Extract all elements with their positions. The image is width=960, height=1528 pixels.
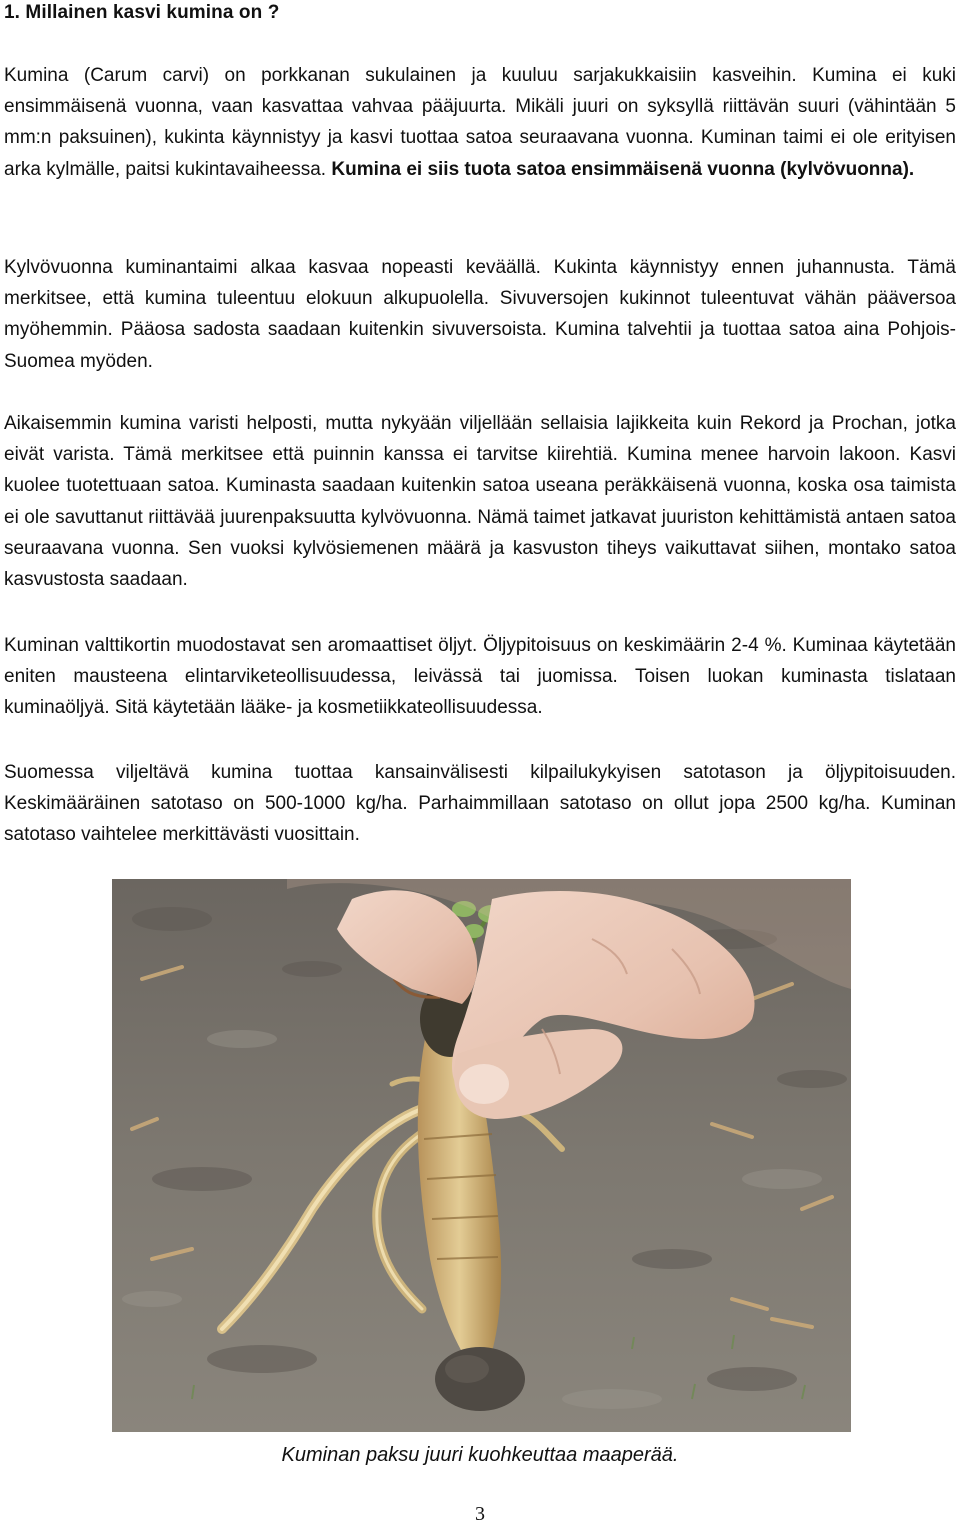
paragraph-intro-bold: Kumina ei siis tuota satoa ensimmäisenä vuonna (kylvövuonna). [331, 158, 915, 180]
page-number: 3 [475, 1503, 485, 1525]
section-heading: 1. Millainen kasvi kumina on ? [4, 2, 280, 23]
paragraph-intro-text: Kumina (Carum carvi) on porkkanan sukulainen ja kuuluu sarjakukkaisiin kasveihin. Kumina ei kuki ensimmäisenä vuonna, vaan kasvattaa vahvaa pääjuurta. Mikäli juuri on syksyllä riittävän suuri (vähintään 5 mm:n paksuinen), kukinta käynnistyy ja kasvi tuottaa satoa seuraavana vuonna. Kuminan taimi ei ole erityisen arka kylmälle, paitsi kukintavaiheessa. [4, 65, 956, 180]
paragraph-varieties: Aikaisemmin kumina varisti helposti, mutta nykyään viljellään sellaisia lajikkeita kuin Rekord ja Prochan, jotka eivät varista. Tämä merkitsee että puinnin kanssa ei tarvitse kiirehtiä. Kumina menee harvoin lakoon. Kasvi kuolee tuotettuaan satoa. Kuminasta saadaan kuitenkin satoa useana peräkkäisenä vuonna, koska osa taimista ei ole savuttanut riittävää juurenpaksuutta kylvövuonna. Nämä taimet jatkavat juuriston kehittämistä antaen satoa seuraavana vuonna. Sen vuoksi kylvösiemenen määrä ja kasvuston tiheys vaikuttavat siihen, montako satoa kasvustosta saadaan. [4, 413, 956, 591]
figure-caption: Kuminan paksu juuri kuohkeuttaa maaperää. [281, 1444, 679, 1466]
paragraph-growth: Kylvövuonna kuminantaimi alkaa kasvaa nopeasti keväällä. Kukinta käynnistyy ennen juhannusta. Tämä merkitsee, että kumina tuleentuu elokuun alkupuolella. Sivuversojen kukinnot tuleentuvat vähän pääversoa myöhemmin. Pääosa sadosta saadaan kuitenkin sivuversoista. Kumina talvehtii ja tuottaa satoa aina Pohjois-Suomea myöden. [4, 257, 956, 372]
paragraph-oils: Kuminan valttikortin muodostavat sen aromaattiset öljyt. Öljypitoisuus on keskimäärin 2-4 %. Kuminaa käytetään eniten mausteena elintarviketeollisuudessa, leivässä tai juomissa. Toisen luokan kuminasta tislataan kuminaöljyä. Sitä käytetään lääke- ja kosmetiikkateollisuudessa. [4, 635, 956, 719]
caraway-root-photo [112, 879, 851, 1432]
paragraph-intro [4, 60, 956, 185]
paragraph-yield: Suomessa viljeltävä kumina tuottaa kansainvälisesti kilpailukykyisen satotason ja öljypitoisuuden. Keskimääräinen satotaso on 500-1000 kg/ha. Parhaimmillaan satotaso on ollut jopa 2500 kg/ha. Kuminan satotaso vaihtelee merkittävästi vuosittain. [4, 762, 956, 846]
